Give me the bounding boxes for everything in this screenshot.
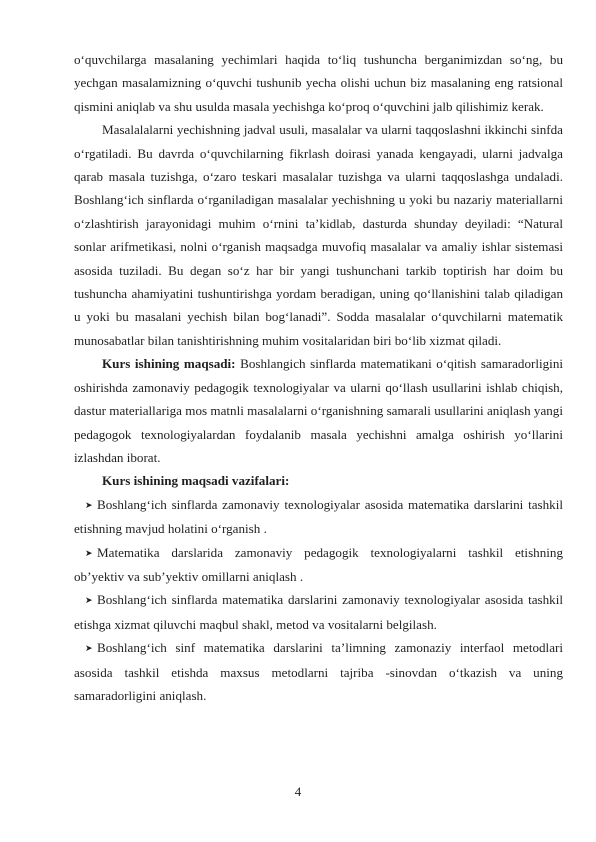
list-item-text: Boshlang‘ich sinflarda matematika darslarini zamonaviy texnologiyalar asosida tashkil etishga xizmat qiluvchi maqbul shakl, metod va vositalarni belgilash.	[74, 592, 563, 632]
tasks-heading: Kurs ishining maqsadi vazifalari:	[102, 473, 290, 489]
list-item-text: Matematika darslarida zamonaviy pedagogik texnologiyalarni tashkil etishning ob’yektiv va sub’yektiv omillarni aniqlash .	[74, 544, 563, 584]
paragraph-intro: o‘quvchilarga masalaning yechimlari haqida to‘liq tushuncha berganimizdan so‘ng, bu yechgan masalamizning o‘quvchi tushunib yecha olishi uchun biz masalaning eng ratsional qismini aniqlab va shu usulda masala yechishga ko‘proq o‘quvchini jalb qilishimiz kerak.	[74, 52, 563, 114]
list-item	[74, 636, 563, 707]
paragraph-table-method: Masalalalarni yechishning jadval usuli, masalalar va ularni taqqoslashni ikkinchi sinfda o‘rgatiladi. Bu davrda o‘quvchilarning fikrlash doirasi yanada kengayadi, ularni jadvalga qarab masala tuzishga, o‘zaro teskari masalalar tuzishga va ularni taqqoslashga undaladi. Boshlang‘ich sinflarda o‘rganiladigan masalalar yechishning u yoki bu nazariy materiallarni o‘zlashtirish jarayonidagi muhim o‘rnini ta’kidlab, dasturda shunday deyiladi: “Natural sonlar arifmetikasi, nolni o‘rganish maqsadga muvofiq masalalar va amaliy ishlar sistemasi asosida tuziladi. Bu degan so‘z har bir yangi tushunchani tarkib toptirish har doim bu tushuncha ahamiyatini tushuntirishga yordam beradigan, uning qo‘llanishini talab qiladigan u yoki bu masalani yechish bilan bog‘lanadi”. Sodda masalalar o‘quvchilarni matematik munosabatlar bilan tanishtirishning muhim vositalaridan biri bo‘lib xizmat qiladi.	[74, 122, 563, 348]
paragraph-course-goal	[74, 352, 563, 469]
document-page	[74, 48, 563, 707]
arrowhead-bullet-icon: ➤	[85, 547, 93, 558]
arrowhead-bullet-icon: ➤	[85, 595, 93, 606]
list-item	[74, 541, 563, 589]
page-number: 4	[294, 784, 302, 799]
course-goal-label: Kurs ishining maqsadi:	[102, 356, 236, 372]
list-item-text: Boshlang‘ich sinf matematika darslarini ta’limning zamonaziy interfaol metodlari asosida tashkil etishda maxsus metodlarni tajriba -sinovdan o‘tkazish va uning samaradorligini aniqlash.	[74, 640, 563, 703]
list-item	[74, 588, 563, 636]
list-item	[74, 493, 563, 541]
list-item-text: Boshlang‘ich sinflarda zamonaviy texnologiyalar asosida matematika darslarini tashkil etishning mavjud holatini o‘rganish .	[74, 496, 563, 537]
arrowhead-bullet-icon: ➤	[85, 643, 93, 654]
course-goal-text: Boshlangich sinflarda matematikani o‘qitish samaradorligini oshirishda zamonaviy pedagogik texnologiyalar va ularni qo‘llash usullarini ishlab chiqish, dastur materiallariga mos matnli masalalarni o‘rganishning samarali usullarini aniqlash yangi pedagogok texnologiyalardan foydalanib masala yechishni amalga oshirish yo‘llarini izlashdan iborat.	[74, 356, 564, 465]
arrowhead-bullet-icon: ➤	[85, 499, 93, 510]
